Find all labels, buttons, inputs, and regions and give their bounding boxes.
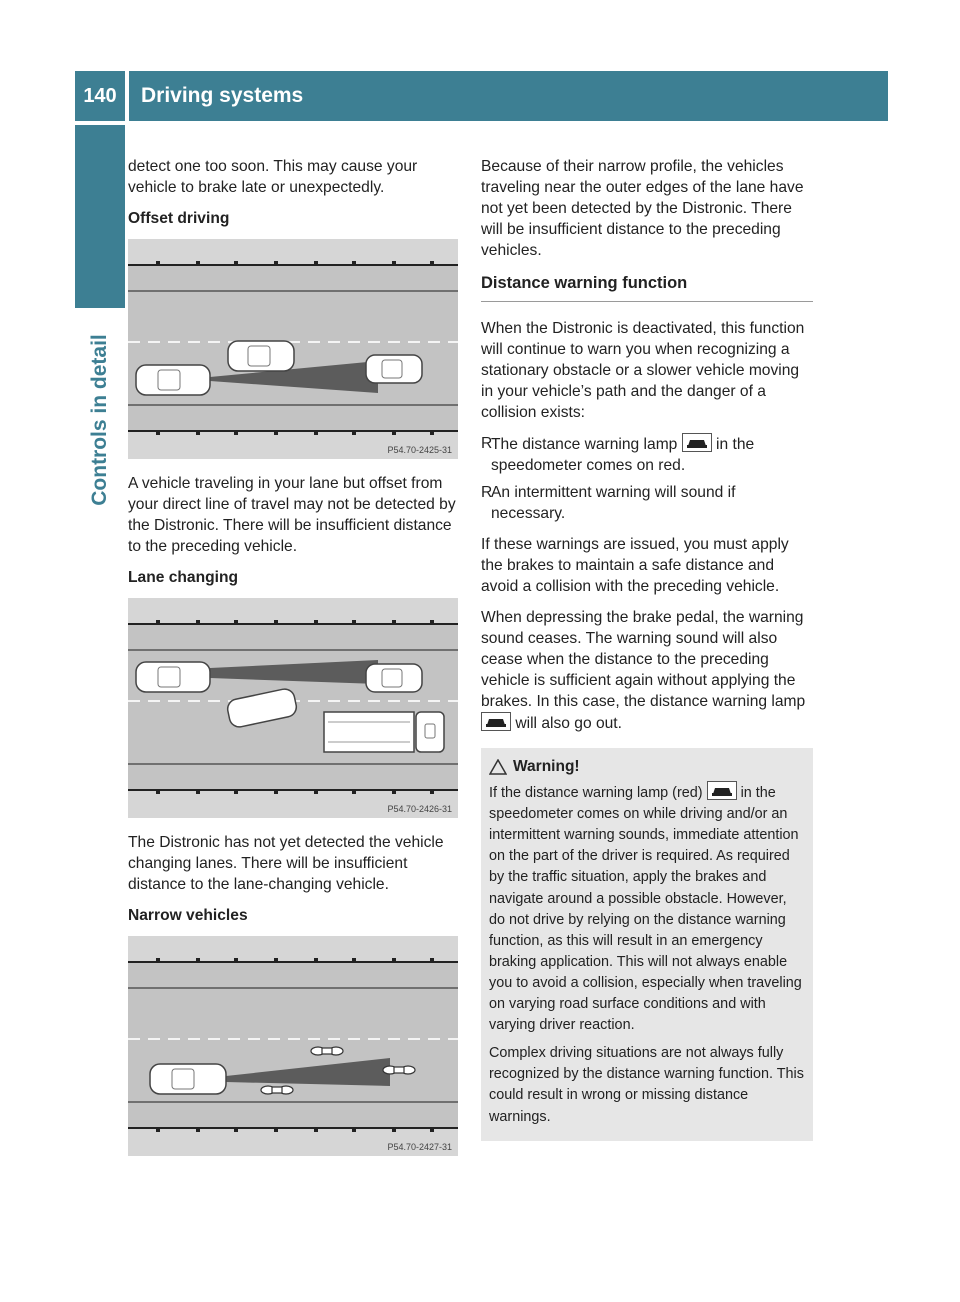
intro-text: detect one too soon. This may cause your vehicle to brake late or unexpectedly.: [128, 158, 418, 196]
bullet-text: An intermittent warning will sound if necessary.: [491, 484, 736, 522]
bullet-marker: R: [481, 435, 493, 452]
warning-text-2: Complex driving situations are not always fully recognized by the distance warning function. This could result in wrong or missing distance warnings.: [489, 1045, 804, 1125]
bullet-text-post: in the speedometer comes on red.: [491, 436, 755, 474]
distance-warning-intro: When the Distronic is deactivated, this function will continue to warn you when recognizing a stationary obstacle or a slower vehicle moving in your vehicle’s path and the danger of a collision exists:: [481, 320, 805, 421]
sidebar-accent-block: [75, 125, 125, 308]
list-item: [481, 482, 813, 524]
narrow-vehicles-text: Because of their narrow profile, the vehicles traveling near the outer edges of the lane have not yet been detected by the Distronic. There will be insufficient distance to the preceding vehicles.: [481, 158, 804, 259]
distance-warning-lamp-icon: [682, 433, 712, 452]
warning-sound-text-post: will also go out.: [515, 715, 622, 732]
list-item: [481, 433, 813, 476]
right-column: [481, 156, 813, 1141]
offset-driving-text: A vehicle traveling in your lane but offset from your direct line of travel may not be detected by the Distronic. There will be insufficient distance to the preceding vehicle.: [128, 475, 456, 555]
sidebar-section-label: Controls in detail: [88, 334, 111, 506]
distance-warning-lamp-icon: [481, 712, 511, 731]
warning-triangle-icon: [489, 759, 507, 775]
lane-changing-text: The Distronic has not yet detected the vehicle changing lanes. There will be insufficient distance to the lane-changing vehicle.: [128, 834, 444, 893]
chapter-title: Driving systems: [129, 71, 888, 121]
warning-sound-text: [481, 607, 813, 734]
narrow-vehicles-heading: Narrow vehicles: [128, 907, 248, 924]
lane-changing-heading: Lane changing: [128, 569, 239, 586]
lane-changing-figure: [128, 598, 458, 818]
figure-code: P54.70-2426-31: [387, 804, 452, 814]
bullet-text-pre: The distance warning lamp: [491, 436, 678, 453]
bullet-marker: R: [481, 484, 493, 501]
warning-title: Warning!: [489, 756, 805, 777]
page-number: 140: [75, 71, 125, 121]
brake-instruction-text: If these warnings are issued, you must apply the brakes to maintain a safe distance and avoid a collision with the preceding vehicle.: [481, 536, 789, 595]
figure-code: P54.70-2427-31: [387, 1142, 452, 1152]
warning-sound-text-pre: When depressing the brake pedal, the warning sound ceases. The warning sound will also cease when the distance to the preceding vehicle is sufficient again without applying the brakes. In this case, the distance warning lamp: [481, 609, 806, 710]
left-column: [128, 156, 463, 1170]
warning-box: [481, 748, 813, 1141]
offset-driving-figure: [128, 239, 458, 459]
figure-code: P54.70-2425-31: [387, 445, 452, 455]
distance-warning-lamp-icon: [707, 781, 737, 800]
warning-text: If the distance warning lamp (red) in the speedometer comes on while driving and/or an intermittent warning sounds, immediate attention on the part of the driver is required. As required by the traffic situation, apply the brakes and navigate around a possible obstacle. However, do not drive by relying on the distance warning function, as this will result in an emergency braking application. This will not always enable you to avoid a collision, especially when traveling on varying road surface conditions and with varying driver reaction.: [489, 781, 805, 1036]
offset-driving-heading: Offset driving: [128, 210, 230, 227]
narrow-vehicles-figure: [128, 936, 458, 1156]
distance-warning-heading: Distance warning function: [481, 273, 813, 302]
